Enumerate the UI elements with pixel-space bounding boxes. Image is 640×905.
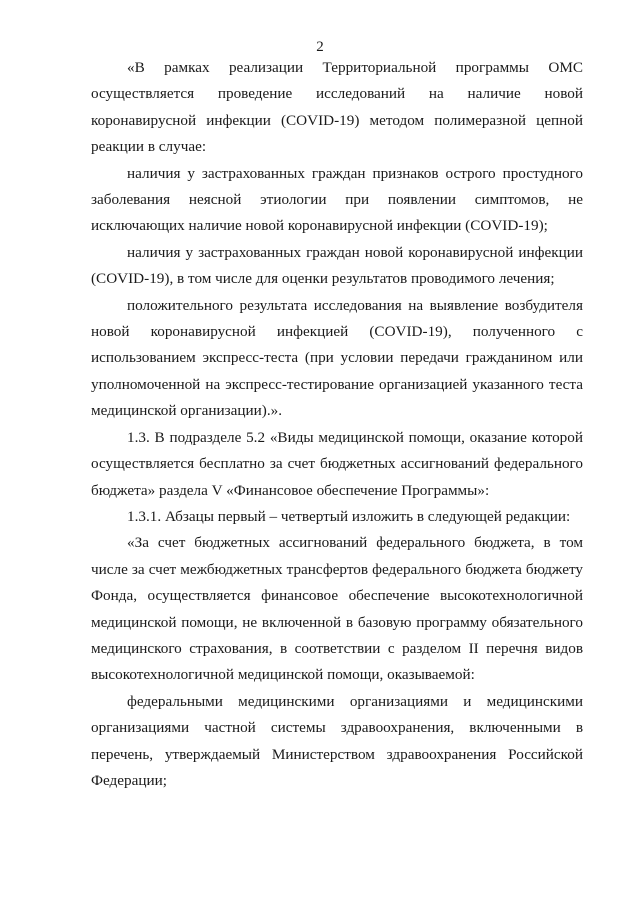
paragraph: положительного результата исследования на выявление возбудителя новой коронавирусной инфекцией (COVID-19), полученного с использованием экспресс-теста (при условии передачи гражданином или уполномоченной на экспресс-тестирование организацией указанного теста медицинской организации).». bbox=[91, 296, 583, 420]
document-body bbox=[91, 55, 583, 794]
paragraph: наличия у застрахованных граждан признаков острого простудного заболевания неясной этиологии при появлении симптомов, не исключающих наличие новой коронавирусной инфекции (COVID-19); bbox=[91, 164, 583, 235]
paragraph: федеральными медицинскими организациями и медицинскими организациями частной системы здравоохранения, включенными в перечень, утверждаемый Министерством здравоохранения Российской Федерации; bbox=[91, 692, 583, 789]
paragraph: «За счет бюджетных ассигнований федерального бюджета, в том числе за счет межбюджетных трансфертов федерального бюджета бюджету Фонда, осуществляется финансовое обеспечение высокотехнологичной медицинской помощи, не включенной в базовую программу обязательного медицинского страхования, в соответствии с разделом II перечня видов высокотехнологичной медицинской помощи, оказываемой: bbox=[91, 534, 583, 684]
paragraph: 1.3.1. Абзацы первый – четвертый изложить в следующей редакции: bbox=[127, 507, 571, 525]
paragraph: «В рамках реализации Территориальной программы ОМС осуществляется проведение исследований на наличие новой коронавирусной инфекции (COVID-19) методом полимеразной цепной реакции в случае: bbox=[91, 59, 583, 156]
paragraph: 1.3. В подразделе 5.2 «Виды медицинской помощи, оказание которой осуществляется бесплатно за счет бюджетных ассигнований федерального бюджета» раздела V «Финансовое обеспечение Программы»: bbox=[91, 428, 583, 499]
page-number: 2 bbox=[316, 39, 324, 55]
paragraph: наличия у застрахованных граждан новой коронавирусной инфекции (COVID-19), в том числе для оценки результатов проводимого лечения; bbox=[91, 243, 583, 288]
